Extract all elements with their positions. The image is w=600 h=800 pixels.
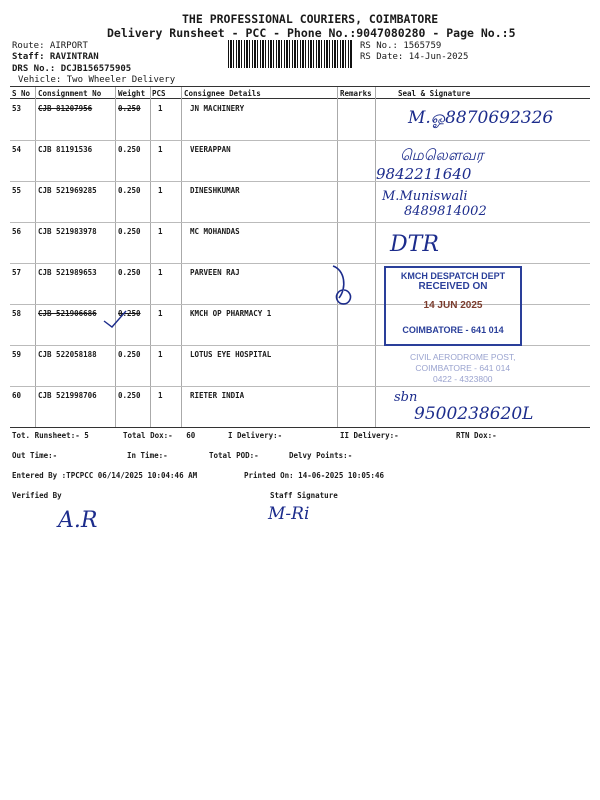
row-sno: 54 [12, 145, 22, 154]
row-weight: 0.250 [118, 145, 141, 154]
out-time: Out Time:- [12, 451, 58, 460]
row-weight: 0.250 [118, 104, 141, 113]
handwritten-signature: sbn [394, 390, 418, 405]
handwritten-phone: 9500238620L [414, 404, 534, 424]
row-sno: 57 [12, 268, 22, 277]
row-weight: 0.250 [118, 268, 141, 277]
row-pcs: 1 [158, 350, 163, 359]
row-sno: 56 [12, 227, 22, 236]
row-consignee: VEERAPPAN [190, 145, 231, 154]
handwritten-phone: 8489814002 [404, 204, 487, 219]
table-top-rule [10, 86, 590, 87]
row-weight: 0.250 [118, 227, 141, 236]
route: Route: AIRPORT [12, 41, 88, 51]
row-pcs: 1 [158, 227, 163, 236]
runsheet-subtitle: Delivery Runsheet - PCC - Phone No.:9047080280 - Page No.:5 [107, 26, 516, 40]
row-consignee: KMCH OP PHARMACY 1 [190, 309, 272, 318]
company-title: THE PROFESSIONAL COURIERS, COIMBATORE [182, 12, 439, 26]
in-time: In Time:- [127, 451, 168, 460]
row-consignment: CJB 522058188 [38, 350, 97, 359]
rs-number: RS No.: 1565759 [360, 41, 442, 51]
delvy-points: Delvy Points:- [289, 451, 353, 460]
verifier-signature: A.R [58, 508, 98, 533]
row-consignee: MC MOHANDAS [190, 227, 240, 236]
stamp-line1: KMCH DESPATCH DEPT [400, 271, 506, 281]
row-weight: 0.250 [118, 391, 141, 400]
col-sno: S No [12, 89, 31, 98]
col-weight: Weight [118, 89, 146, 98]
row-sno: 59 [12, 350, 22, 359]
ii-delivery: II Delivery:- [340, 431, 399, 440]
row-weight: 0.250 [118, 309, 141, 318]
row-rule [10, 181, 590, 182]
post-office-stamp [410, 352, 516, 385]
stamp-line2: RECEIVED ON [418, 281, 488, 292]
stamp-date: 14 JUN 2025 [423, 300, 483, 311]
verified-by-label: Verified By [12, 491, 62, 500]
row-consignment: CJB 81207956 [38, 104, 93, 113]
handwritten-signature: M.Muniswali [382, 189, 468, 204]
row-sno: 53 [12, 104, 22, 113]
row-rule [10, 140, 590, 141]
row-consignment: CJB 521983978 [38, 227, 97, 236]
i-delivery: I Delivery:- [228, 431, 283, 440]
entered-by: Entered By :TPCPCC 06/14/2025 10:04:46 AM [12, 471, 198, 480]
row-pcs: 1 [158, 145, 163, 154]
row-rule [10, 386, 590, 387]
col-sep [375, 87, 376, 427]
row-consignment: CJB 81191536 [38, 145, 93, 154]
row-consignee: PARVEEN RAJ [190, 268, 240, 277]
table-header-rule [10, 98, 590, 99]
row-weight: 0.250 [118, 350, 141, 359]
table-bottom-rule [10, 427, 590, 428]
col-consignment: Consignment No [38, 89, 102, 98]
col-consignee: Consignee Details [184, 89, 261, 98]
vehicle: Vehicle: Two Wheeler Delivery [18, 75, 176, 85]
drs-number: DRS No.: DCJB156575905 [12, 64, 132, 74]
handwritten-signature: M.ஓ8870692326 [408, 108, 554, 128]
row-consignee: LOTUS EYE HOSPITAL [190, 350, 272, 359]
row-sno: 55 [12, 186, 22, 195]
col-sep [337, 87, 338, 427]
handwritten-phone: 9842211640 [376, 165, 472, 183]
col-sep [35, 87, 36, 427]
row-sno: 58 [12, 309, 22, 318]
row-sno: 60 [12, 391, 22, 400]
col-sep [115, 87, 116, 427]
row-weight: 0.250 [118, 186, 141, 195]
col-seal-signature: Seal & Signature [398, 89, 471, 98]
rs-date: RS Date: 14-Jun-2025 [360, 52, 469, 62]
staff-signature-label: Staff Signature [270, 491, 338, 500]
kmch-received-stamp [384, 266, 522, 346]
col-remarks: Remarks [340, 89, 372, 98]
stamp-faded3: 0422 - 4323800 [432, 374, 493, 384]
row-pcs: 1 [158, 186, 163, 195]
handwritten-signature: DTR [390, 232, 439, 257]
col-sep [181, 87, 182, 427]
rtn-dox: RTN Dox:- [456, 431, 497, 440]
stamp-faded2: COIMBATORE - 641 014 [415, 363, 511, 373]
row-consignment: CJB 521969285 [38, 186, 97, 195]
row-consignee: RIETER INDIA [190, 391, 245, 400]
row-consignment: CJB 521998706 [38, 391, 97, 400]
row-pcs: 1 [158, 309, 163, 318]
printed-on: Printed On: 14-06-2025 10:05:46 [244, 471, 384, 480]
row-rule [10, 222, 590, 223]
row-pcs: 1 [158, 268, 163, 277]
col-pcs: PCS [152, 89, 166, 98]
row-consignee: DINESHKUMAR [190, 186, 240, 195]
total-runsheet: Tot. Runsheet:- 5 [12, 431, 89, 440]
row-rule [10, 263, 590, 264]
staff-signature: M-Ri [268, 504, 310, 524]
pen-tick [100, 305, 130, 330]
row-pcs: 1 [158, 104, 163, 113]
row-consignee: JN MACHINERY [190, 104, 245, 113]
stamp-faded1: CIVIL AERODROME POST, [410, 352, 516, 362]
pen-mark [325, 262, 365, 312]
staff: Staff: RAVINTRAN [12, 52, 99, 62]
row-pcs: 1 [158, 391, 163, 400]
handwritten-signature: மெலெளவர [400, 146, 484, 164]
row-consignment: CJB 521989653 [38, 268, 97, 277]
total-dox: Total Dox:- 60 [123, 431, 196, 440]
barcode [228, 40, 352, 68]
col-sep [150, 87, 151, 427]
row-consignment: CJB 521906686 [38, 309, 97, 318]
total-pod: Total POD:- [209, 451, 259, 460]
stamp-line3: COIMBATORE - 641 014 [402, 325, 504, 335]
